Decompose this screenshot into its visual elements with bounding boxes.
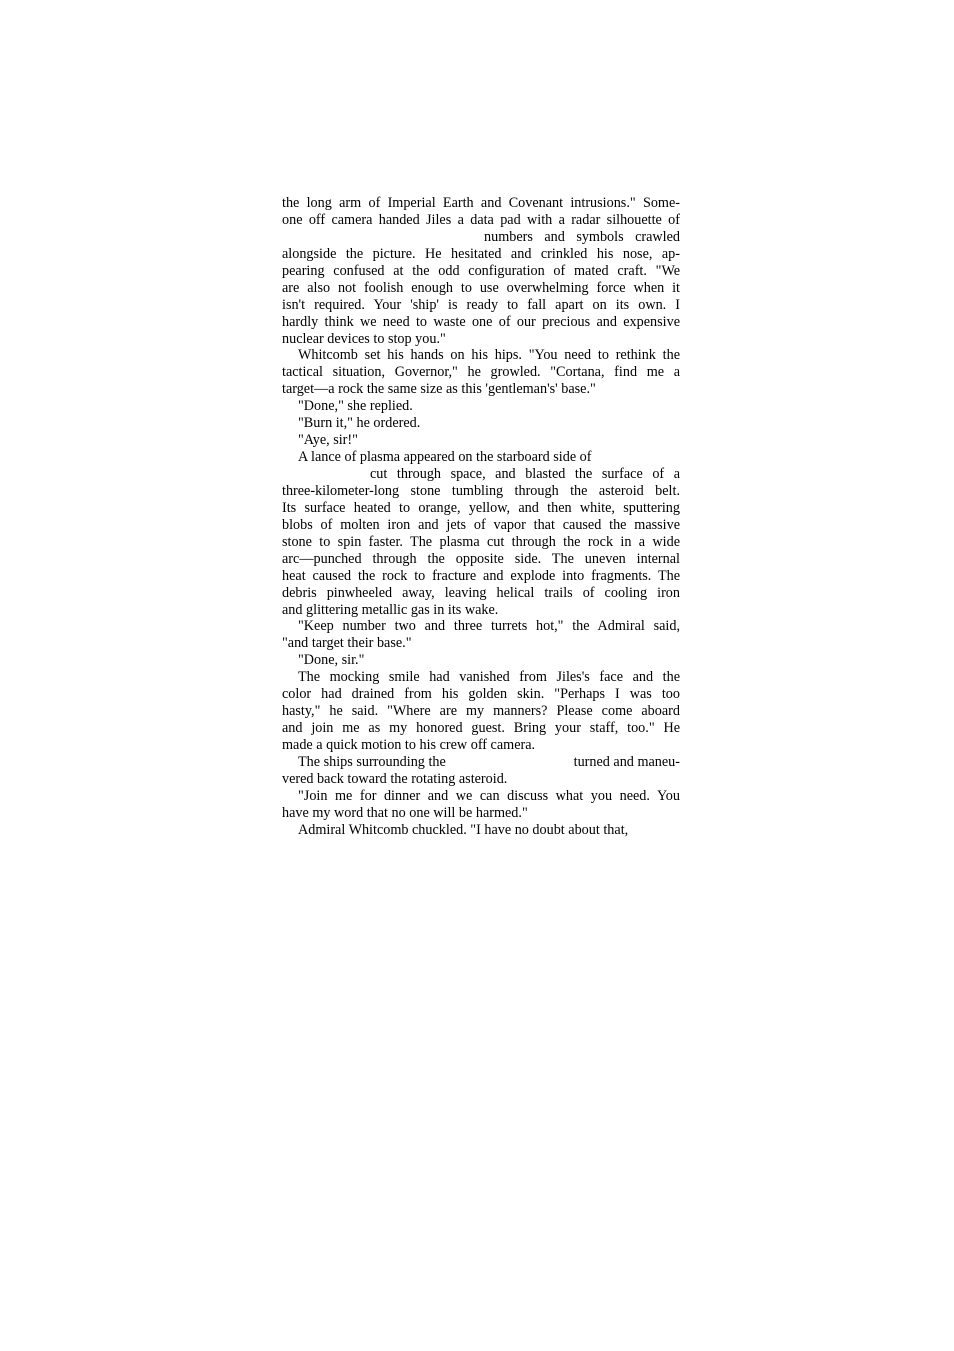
text-line: isn't required. Your 'ship' is ready to fall apart on its own. I <box>282 296 680 313</box>
text-line: heat caused the rock to fracture and explode into fragments. The <box>282 567 680 584</box>
text-line: "Done," she replied. <box>298 398 413 415</box>
text-line: "and target their base." <box>282 635 412 652</box>
text-line: color had drained from his golden skin. "Perhaps I was too <box>282 686 680 703</box>
text-line: three-kilometer-long stone tumbling through the asteroid belt. <box>282 482 680 499</box>
text-line: pearing confused at the odd configuration of mated craft. "We <box>282 262 680 279</box>
text-line: one off camera handed Jiles a data pad with a radar silhouette of <box>282 211 680 228</box>
text-line: the long arm of Imperial Earth and Covenant intrusions." Some- <box>282 195 680 211</box>
text-line: vered back toward the rotating asteroid. <box>282 770 508 787</box>
text-fragment: turned and maneu- <box>573 753 680 770</box>
text-line: "Done, sir." <box>298 652 365 669</box>
text-line: cut through space, and blasted the surface of a <box>370 466 680 482</box>
text-line: stone to spin faster. The plasma cut through the rock in a wide <box>282 533 680 550</box>
text-line: "Aye, sir!" <box>298 432 358 449</box>
text-line: made a quick motion to his crew off camera. <box>282 737 536 753</box>
text-line: arc—punched through the opposite side. The uneven internal <box>282 550 680 567</box>
text-line: nuclear devices to stop you." <box>282 330 446 347</box>
text-line: and join me as my honored guest. Bring your staff, too." He <box>282 720 680 737</box>
text-line: hasty," he said. "Where are my manners? Please come aboard <box>282 703 680 720</box>
text-line: A lance of plasma appeared on the starboard side of <box>298 449 592 466</box>
text-line: "Join me for dinner and we can discuss what you need. You <box>298 787 680 804</box>
text-line: have my word that no one will be harmed." <box>282 804 528 821</box>
text-line: alongside the picture. He hesitated and crinkled his nose, ap- <box>282 245 680 262</box>
text-line <box>282 754 680 771</box>
text-fragment: The ships surrounding the <box>298 753 446 770</box>
text-line: target—a rock the same size as this 'gentleman's' base." <box>282 381 596 398</box>
body-text <box>282 195 680 839</box>
text-line: are also not foolish enough to use overwhelming force when it <box>282 279 680 296</box>
text-line: debris pinwheeled away, leaving helical trails of cooling iron <box>282 584 680 601</box>
text-line: Its surface heated to orange, yellow, and then white, sputtering <box>282 499 680 516</box>
text-line: "Burn it," he ordered. <box>298 415 421 432</box>
text-line: Whitcomb set his hands on his hips. "You need to rethink the <box>298 347 680 364</box>
text-line: "Keep number two and three turrets hot," the Admiral said, <box>298 618 680 635</box>
text-line: hardly think we need to waste one of our precious and expensive <box>282 313 680 330</box>
text-line: Admiral Whitcomb chuckled. "I have no doubt about that, <box>298 821 629 838</box>
text-line: and glittering metallic gas in its wake. <box>282 601 499 618</box>
text-line: blobs of molten iron and jets of vapor that caused the massive <box>282 516 680 533</box>
text-line: tactical situation, Governor," he growled. "Cortana, find me a <box>282 364 680 381</box>
text-line: The mocking smile had vanished from Jiles's face and the <box>298 669 680 686</box>
text-line: numbers and symbols crawled <box>484 228 680 245</box>
